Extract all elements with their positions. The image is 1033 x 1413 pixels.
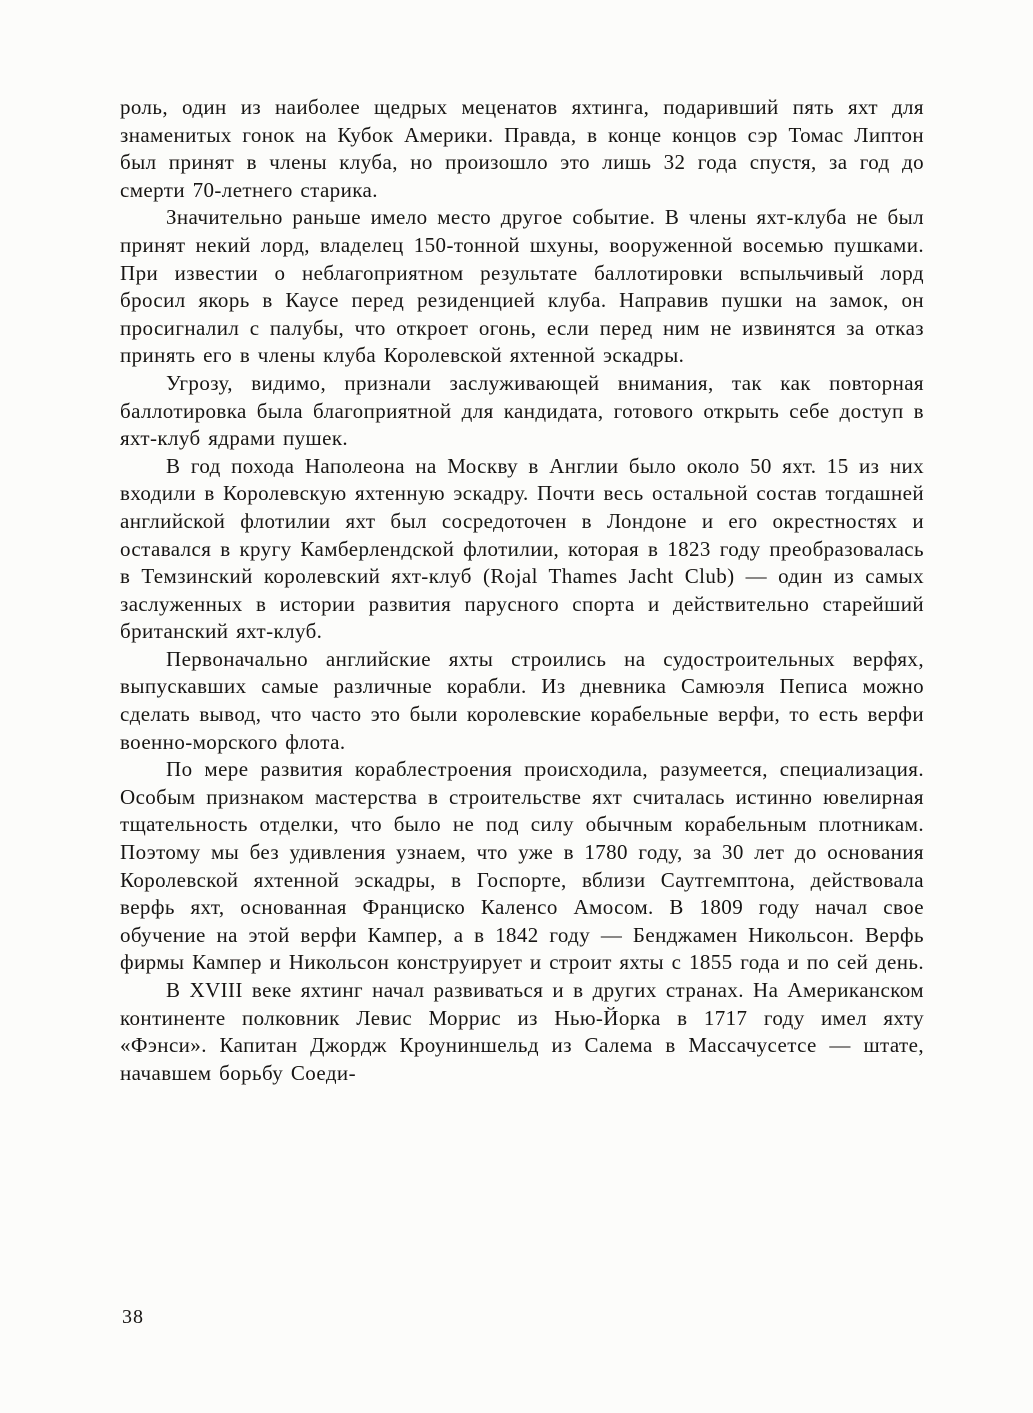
paragraph: роль, один из наиболее щедрых меценатов яхтинга, подаривший пять яхт для знаменитых гонок на Кубок Америки. Правда, в конце концов сэр Томас Липтон был принят в члены клуба, но произошло это лишь 32 года спустя, за год до смерти 70-летнего старика. [120, 95, 924, 202]
text-block [120, 94, 924, 1087]
paragraph: Первоначально английские яхты строились на судостроительных верфях, выпускавших самые различные корабли. Из дневника Самюэля Пеписа можно сделать вывод, что часто это были королевские корабельные верфи, то есть верфи военно-морского флота. [120, 646, 924, 754]
paragraph: В XVIII веке яхтинг начал развиваться и в других странах. На Американском континенте полковник Левис Моррис из Нью-Йорка в 1717 году имел яхту «Фэнси». Капитан Джордж Кроуниншельд из Салема в Массачусетсе — штате, начавшем борьбу Соеди- [120, 978, 924, 1085]
paragraph: Значительно раньше имело место другое событие. В члены яхт-клуба не был принят некий лорд, владелец 150-тонной шхуны, вооруженной восемью пушками. При известии о неблагоприятном результате баллотировки вспыльчивый лорд бросил якорь в Каусе перед резиденцией клуба. Направив пушки на замок, он просигналил с палубы, что откроет огонь, если перед ним не извинятся за отказ принять его в члены клуба Королевской яхтенной эскадры. [120, 205, 924, 368]
paragraph: По мере развития кораблестроения происходила, разумеется, специализация. Особым признаком мастерства в строительстве яхт считалась истинно ювелирная тщательность отделки, что было не под силу обычным корабельным плотникам. Поэтому мы без удивления узнаем, что уже в 1780 году, за 30 лет до основания Королевской яхтенной эскадры, в Госпорте, вблизи Саутгемптона, действовала верфь яхт, основанная Франциско Каленсо Амосом. В 1809 году начал свое обучение на этой верфи Кампер, а в 1842 году — Бенджамен Никольсон. Верфь фирмы Кампер и Никольсон конструирует и строит яхты с 1855 года и по сей день. [120, 757, 925, 975]
paragraph: Угрозу, видимо, признали заслуживающей внимания, так как повторная баллотировка была благоприятной для кандидата, готового открыть себе доступ в яхт-клуб ядрами пушек. [120, 370, 924, 451]
page-number: 38 [122, 1306, 144, 1328]
paragraph: В год похода Наполеона на Москву в Англии было около 50 яхт. 15 из них входили в Королевскую яхтенную эскадру. Почти весь остальной состав тогдашней английской флотилии яхт был сосредоточен в Лондоне и его окрестностях и оставался в кругу Камберлендской флотилии, которая в 1823 году преобразовалась в Темзинский королевский яхт-клуб (Rojal Thames Jacht Club) — один из самых заслуженных в истории развития парусного спорта и действительно старейший британский яхт-клуб. [120, 453, 924, 644]
